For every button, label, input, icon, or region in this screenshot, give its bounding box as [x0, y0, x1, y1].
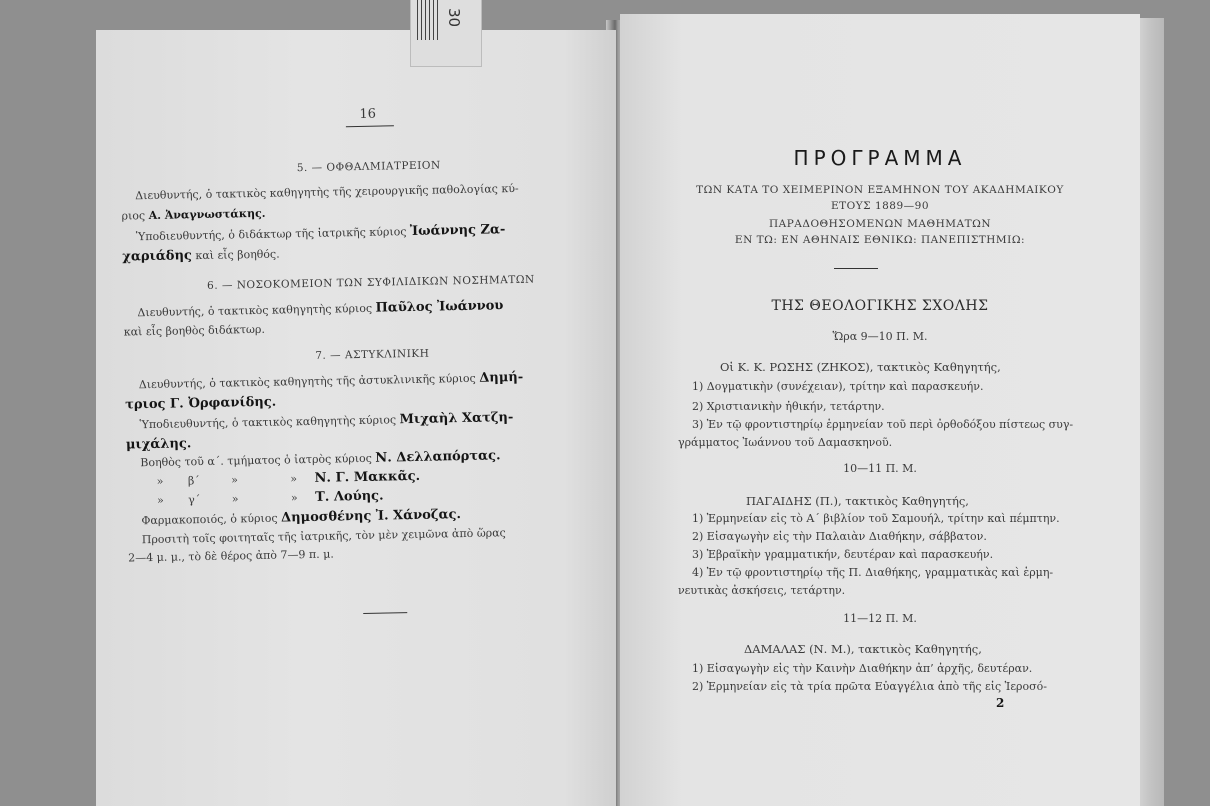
text-line: ριος Α. Ἀναγνωστάκης. [121, 206, 266, 223]
section-heading-5: 5. — ΟΦΘΑΛΜΙΑΤΡΕΙΟΝ [296, 159, 441, 175]
subtitle-line: ΠΑΡΑΔΟΘΗΣΟΜΕΝΩΝ ΜΑΘΗΜΑΤΩΝ [768, 218, 992, 230]
scan-ruler [410, 0, 482, 67]
page-number: 16 [359, 106, 377, 122]
time-slot: Ὥρα 9—10 Π. Μ. [832, 330, 928, 343]
course-item: 1) Δογματικὴν (συνέχειαν), τρίτην καὶ παρασκευήν. [692, 380, 984, 393]
time-slot: 11—12 Π. Μ. [843, 612, 917, 625]
course-item: 3) Ἐν τῷ φροντιστηρίῳ ἑρμηνείαν τοῦ περὶ ὀρθοδόξου πίστεως συγ- [692, 418, 1074, 431]
text-line: Διευθυντής, ὁ τακτικὸς καθηγητὴς κύριος Παῦλος Ἰωάννου [137, 298, 504, 320]
course-item: γράμματος Ἰωάννου τοῦ Δαμασκηνοῦ. [678, 436, 893, 449]
school-heading: ΤΗΣ ΘΕΟΛΟΓΙΚΗΣ ΣΧΟΛΗΣ [771, 298, 989, 314]
text-line: χαριάδης καὶ εἷς βοηθός. [122, 247, 280, 265]
signature-mark: 2 [996, 696, 1005, 710]
right-page [620, 14, 1140, 806]
section-heading-7: 7. — ΑΣΤΥΚΛΙΝΙΚΗ [315, 347, 430, 362]
course-item: 2) Εἰσαγωγὴν εἰς τὴν Παλαιὰν Διαθήκην, σάββατον. [692, 530, 987, 543]
subtitle-line: ΤΩΝ ΚΑΤΑ ΤΟ ΧΕΙΜΕΡΙΝΟΝ ΕΞΑΜΗΝΟΝ ΤΟΥ ΑΚΑΔΗΜΑΙΚΟΥ [696, 184, 1064, 196]
course-item: νευτικὰς ἀσκήσεις, τετάρτην. [678, 584, 846, 597]
text-line: τριος Γ. Ὀρφανίδης. [125, 394, 277, 413]
course-item: 2) Χριστιανικὴν ἠθικήν, τετάρτην. [692, 400, 885, 413]
course-item: 2) Ἑρμηνείαν εἰς τὰ τρία πρῶτα Εὐαγγέλια ἀπὸ τῆς εἰς Ἱεροσό- [692, 680, 1047, 693]
text-line: » γ΄ » » Τ. Λούης. [156, 488, 384, 507]
right-page-content [620, 14, 1140, 806]
page-edges [1136, 18, 1164, 806]
subtitle-line: ΕΝ ΤΩ: ΕΝ ΑΘΗΝΑΙΣ ΕΘΝΙΚΩ: ΠΑΝΕΠΙΣΤΗΜΙΩ: [734, 234, 1026, 246]
text-line: Προσιτὴ τοῖς φοιτηταῖς τῆς ἰατρικῆς, τὸν μὲν χειμῶνα ἀπὸ ὥρας [141, 526, 506, 547]
text-line: 2—4 μ. μ., τὸ δὲ θέρος ἀπὸ 7—9 π. μ. [128, 547, 334, 565]
ruler-ticks [417, 0, 439, 40]
text-line: Φαρμακοποιός, ὁ κύριος Δημοσθένης Ἰ. Χάνοζας. [141, 507, 462, 528]
document-title: ΠΡΟΓΡΑΜΜΑ [793, 146, 967, 170]
course-item: 3) Ἑβραϊκὴν γραμματικήν, δευτέραν καὶ παρασκευήν. [692, 548, 994, 561]
text-line: Διευθυντής, ὁ τακτικὸς καθηγητὴς τῆς χειρουργικῆς παθολογίας κύ- [135, 181, 519, 203]
page-number-rule [346, 125, 394, 127]
time-slot: 10—11 Π. Μ. [843, 462, 917, 475]
course-item: 1) Ἑρμηνείαν εἰς τὸ Α΄ βιβλίον τοῦ Σαμουήλ, τρίτην καὶ πέμπτην. [692, 512, 1060, 525]
subtitle-line: ΕΤΟΥΣ 1889—90 [830, 200, 930, 212]
text-line: » β΄ » » Ν. Γ. Μακκᾶς. [156, 468, 421, 488]
text-line: μιχάλης. [125, 436, 192, 453]
professor-line: ΔΑΜΑΛΑΣ (Ν. Μ.), τακτικὸς Καθηγητής, [744, 642, 982, 656]
professor-line: Οἱ Κ. Κ. ΡΩΣΗΣ (ΖΗΚΟΣ), τακτικὸς Καθηγητής, [720, 360, 1001, 374]
ruler-label: 30 [445, 8, 463, 28]
left-page-content [96, 30, 616, 806]
course-item: 1) Εἰσαγωγὴν εἰς τὴν Καινὴν Διαθήκην ἀπ’ ἀρχῆς, δευτέραν. [692, 662, 1033, 675]
text-line: Βοηθὸς τοῦ α΄. τμήματος ὁ ἰατρὸς κύριος Ν. Δελλαπόρτας. [140, 448, 501, 470]
text-line: Ὑποδιευθυντής, ὁ διδάκτωρ τῆς ἰατρικῆς κύριος Ἰωάννης Ζα- [135, 222, 506, 244]
title-rule [834, 268, 878, 269]
left-page [96, 30, 616, 806]
text-line: Ὑποδιευθυντής, ὁ τακτικὸς καθηγητὴς κύριος Μιχαὴλ Χατζη- [139, 410, 514, 432]
text-line: καὶ εἷς βοηθὸς διδάκτωρ. [123, 322, 266, 339]
section-heading-6: 6. — ΝΟΣΟΚΟΜΕΙΟΝ ΤΩΝ ΣΥΦΙΛΙΔΙΚΩΝ ΝΟΣΗΜΑΤΩΝ [206, 273, 535, 292]
course-item: 4) Ἐν τῷ φροντιστηρίῳ τῆς Π. Διαθήκης, γραμματικὰς καὶ ἑρμη- [692, 566, 1054, 579]
end-rule [363, 612, 407, 614]
text-line: Διευθυντής, ὁ τακτικὸς καθηγητὴς τῆς ἀστυκλινικῆς κύριος Δημή- [138, 369, 524, 392]
professor-line: ΠΑΓΑΙΔΗΣ (Π.), τακτικὸς Καθηγητής, [746, 494, 969, 508]
